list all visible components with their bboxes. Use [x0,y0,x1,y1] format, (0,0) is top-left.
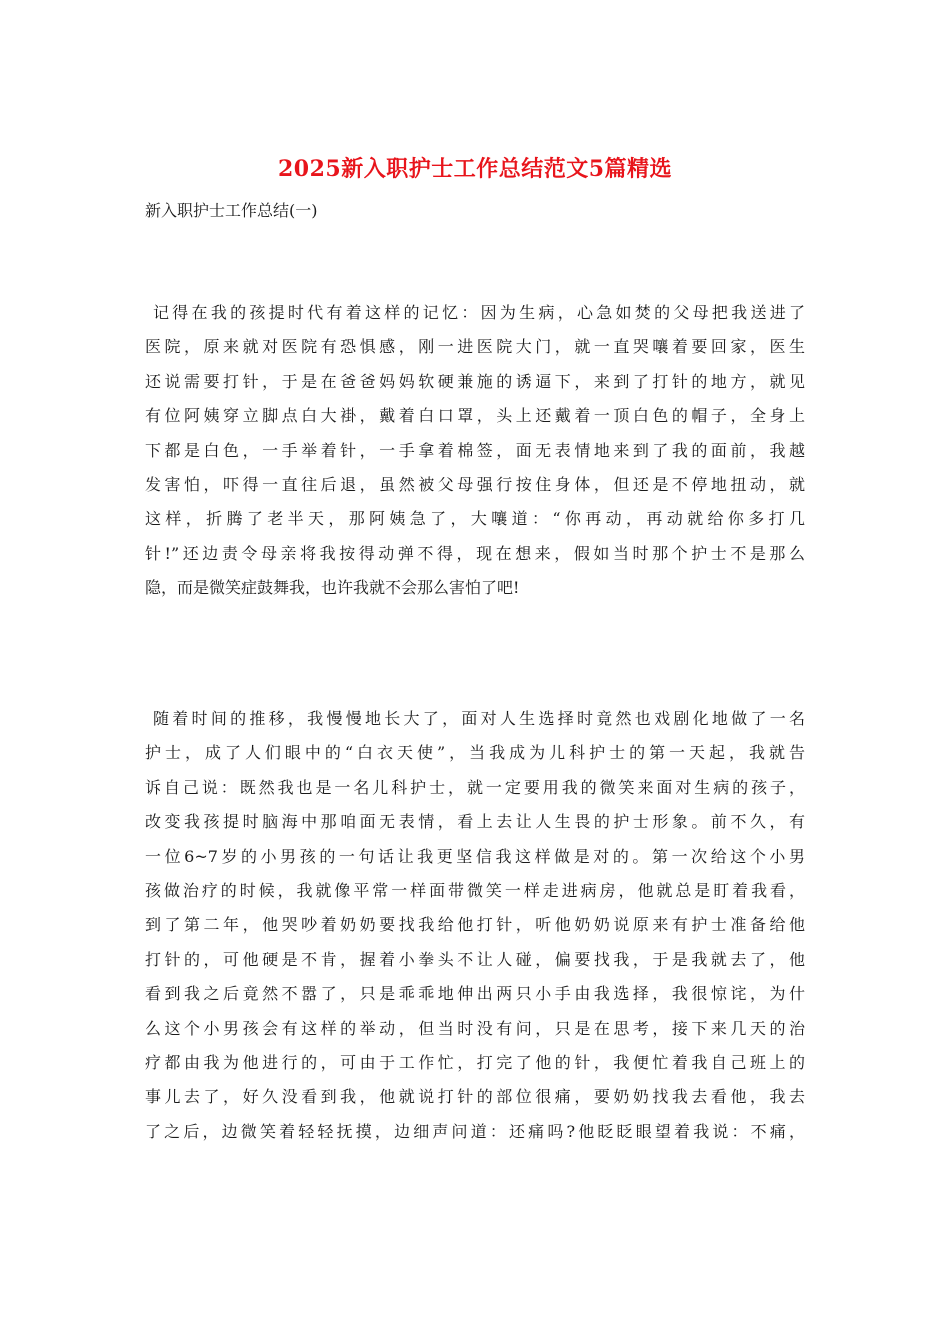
text-line: 隐，而是微笑症鼓舞我，也许我就不会那么害怕了吧! [145,578,520,598]
text-line: 一位6~7岁的小男孩的一句话让我更坚信我这样做是对的。第一次给这个小男 [145,846,805,866]
text-line: 疗都由我为他进行的，可由于工作忙，打完了他的针，我便忙着我自己班上的 [145,1053,805,1073]
paragraph-2 [145,702,805,1149]
text-line: 下都是白色，一手举着针，一手拿着棉签，面无表情地来到了我的面前，我越 [145,440,805,460]
text-line: 有位阿姨穿立脚点白大褂，戴着白口罩，头上还戴着一顶白色的帽子，全身上 [145,406,805,426]
document-title: 2025新入职护士工作总结范文5篇精选 [277,156,673,182]
text-line: 医院，原来就对医院有恐惧感，刚一进医院大门，就一直哭嚷着要回家，医生 [145,337,805,357]
section-heading: 新入职护士工作总结(一) [145,201,318,220]
text-line: 发害怕，吓得一直往后退，虽然被父母强行按住身体，但还是不停地扭动，就 [145,475,805,495]
text-line: 针!”还边责令母亲将我按得动弹不得，现在想来，假如当时那个护士不是那么 [145,543,805,563]
text-line: 孩做治疗的时候，我就像平常一样面带微笑一样走进病房，他就总是盯着我看， [145,881,805,901]
text-line: 记得在我的孩提时代有着这样的记忆：因为生病，心急如焚的父母把我送进了 [153,303,805,322]
text-line: 看到我之后竟然不嚣了，只是乖乖地伸出两只小手由我选择，我很惊诧，为什 [145,984,805,1004]
text-line: 改变我孩提时脑海中那咱面无表情，看上去让人生畏的护士形象。前不久，有 [145,812,805,832]
text-line: 护士，成了人们眼中的“白衣天使”，当我成为儿科护士的第一天起，我就告 [145,743,805,763]
text-line: 么这个小男孩会有这样的举动，但当时没有问，只是在思考，接下来几天的治 [145,1018,805,1038]
text-line: 打针的，可他硬是不肯，握着小拳头不让人碰，偏要找我，于是我就去了，他 [145,949,805,969]
text-line: 诉自己说：既然我也是一名儿科护士，就一定要用我的微笑来面对生病的孩子， [145,777,805,797]
text-line: 到了第二年，他哭吵着奶奶要找我给他打针，听他奶奶说原来有护士准备给他 [145,915,805,935]
text-line: 随着时间的推移，我慢慢地长大了，面对人生选择时竟然也戏剧化地做了一名 [153,709,805,728]
paragraph-1 [145,296,805,606]
text-line: 了之后，边微笑着轻轻抚摸，边细声问道：还痛吗?他眨眨眼望着我说：不痛， [145,1121,805,1141]
text-line: 这样，折腾了老半天，那阿姨急了，大嚷道：“你再动，再动就给你多打几 [145,509,805,529]
text-line: 还说需要打针，于是在爸爸妈妈软硬兼施的诱逼下，来到了打针的地方，就见 [145,371,805,391]
text-line: 事儿去了，好久没看到我，他就说打针的部位很痛，要奶奶找我去看他，我去 [145,1087,805,1107]
